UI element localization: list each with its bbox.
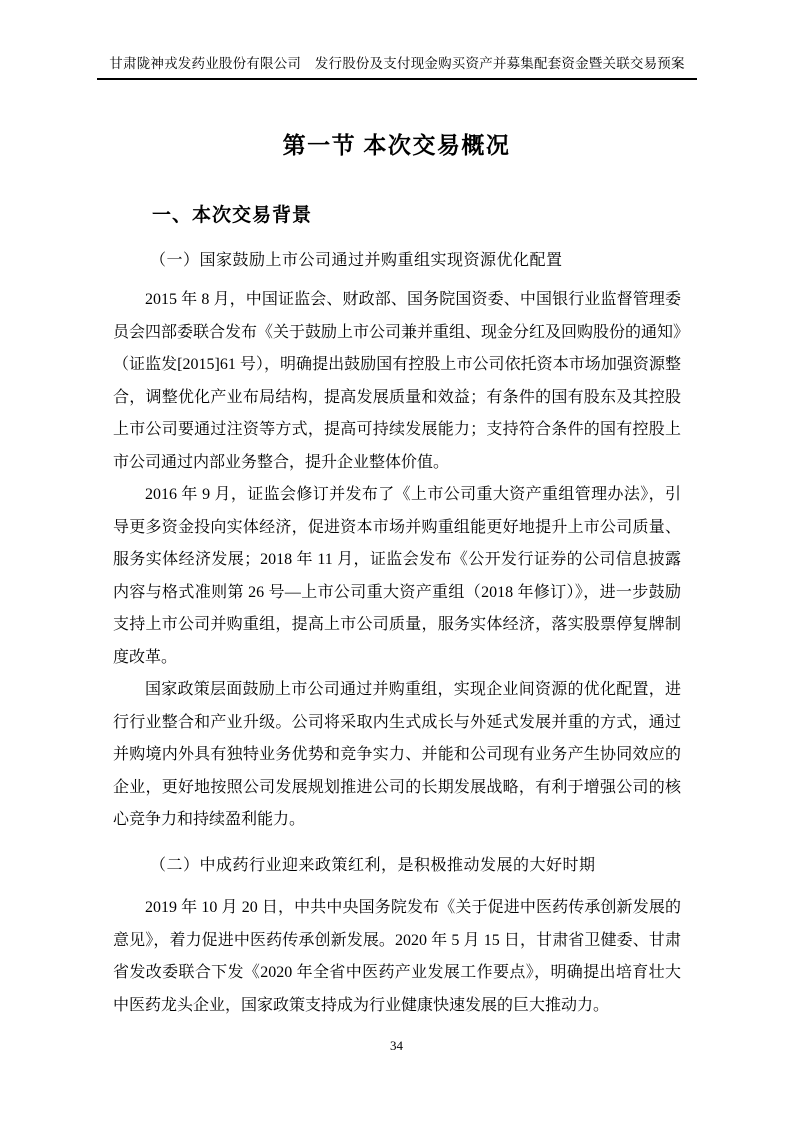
- subsection-heading-1: （一）国家鼓励上市公司通过并购重组实现资源优化配置: [150, 252, 563, 269]
- subsection-heading-2: （二）中成药行业迎来政策红利，是积极推动发展的大好时期: [150, 857, 596, 874]
- section-heading: 一、本次交易背景: [152, 205, 313, 226]
- chapter-title: 第一节 本次交易概况: [282, 133, 511, 158]
- page-number: 34: [390, 1038, 403, 1053]
- body-paragraph-3: 国家政策层面鼓励上市公司通过并购重组，实现企业间资源的优化配置，进行行业整合和产业升级。公司将采取内生式成长与外延式发展并重的方式，通过并购境内外具有独特业务优势和竞争实力、并能和公司现有业务产生协同效应的企业，更好地按照公司发展规划推进公司的长期发展战略，有利于增强公司的核心竞争力和持续盈利能力。: [113, 681, 681, 829]
- body-paragraph-4: 2019 年 10 月 20 日，中共中央国务院发布《关于促进中医药传承创新发展的意见》，着力促进中医药传承创新发展。2020 年 5 月 15 日，甘肃省卫健委、甘肃省发改委联合下发《2020 年全省中医药产业发展工作要点》，明确提出培育壮大中医药龙头企业，国家政策支持成为行业健康快速发展的巨大推动力。: [113, 899, 681, 1014]
- page-header: 甘肃陇神戎发药业股份有限公司 发行股份及支付现金购买资产并募集配套资金暨关联交易预案: [97, 52, 697, 80]
- body-paragraph-1: 2015 年 8 月，中国证监会、财政部、国务院国资委、中国银行业监督管理委员会四部委联合发布《关于鼓励上市公司兼并重组、现金分红及回购股份的通知》（证监发[2015]61 号），明确提出鼓励国有控股上市公司依托资本市场加强资源整合，调整优化产业布局结构，提高发展质量和效益；有条件的国有股东及其控股上市公司要通过注资等方式，提高可持续发展能力；支持符合条件的国有控股上市公司通过内部业务整合，提升企业整体价值。: [113, 291, 682, 471]
- body-paragraph-2: 2016 年 9 月，证监会修订并发布了《上市公司重大资产重组管理办法》，引导更多资金投向实体经济，促进资本市场并购重组能更好地提升上市公司质量、服务实体经济发展；2018 年 11 月，证监会发布《公开发行证券的公司信息披露内容与格式准则第 26 号—上市公司重大资产重组（2018 年修订）》，进一步鼓励支持上市公司并购重组，提高上市公司质量，服务实体经济，落实股票停复牌制度改革。: [113, 486, 681, 666]
